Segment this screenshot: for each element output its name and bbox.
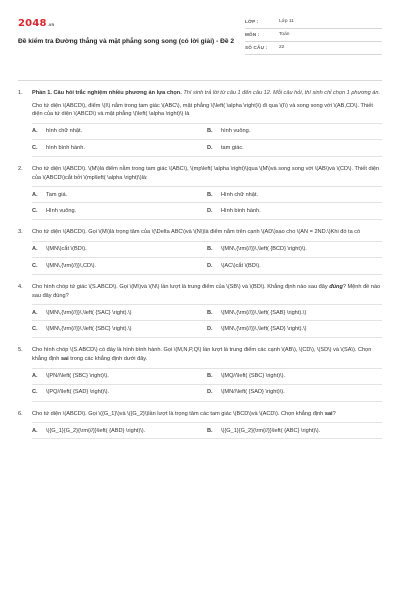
option-text: Hình vuông. [46,208,77,215]
option-letter: A. [32,372,38,379]
option-row [32,321,382,338]
question-body [32,89,382,157]
option-c[interactable] [32,325,207,333]
option-letter: B. [207,191,213,198]
option-c[interactable] [32,207,207,215]
question-body [32,283,382,338]
question-body [32,228,382,275]
option-text: \({G_1}{G_2}{\rm{//}}\left( {ABC} \right)\). [221,427,321,434]
question-2 [18,165,382,220]
option-text: \({G_1}{G_2}{\rm{//}}\left( {ABD} \right)\). [46,427,146,434]
answer-options [32,304,382,338]
question-3 [18,228,382,275]
part-title: Phần 1. Câu hỏi trắc nghiệm nhiều phương án lựa chọn. [32,90,182,96]
option-row [32,368,382,385]
option-b[interactable] [207,427,382,435]
meta-label: LỚP : [245,18,259,24]
option-letter: B. [207,246,213,253]
option-a[interactable] [32,127,207,135]
site-logo[interactable] [18,16,245,31]
question-text-before: Cho hình chóp \(S.ABCD\) có đáy là hình bình hành. Gọi \(M,N,P,Q\) lần lượt là trung điểm các cạnh \(AB\), \(CD\), \(SD\) và \(SA\). Chọn khẳng định [32,347,372,362]
option-letter: C. [32,389,38,396]
option-row [32,258,382,275]
logo-sub-text: .vn [47,22,55,27]
option-row [32,422,382,439]
question-text-before: Cho hình chóp tứ giác \(S.ABCD\). Gọi \(M\)và \(N\) lần lượt là trung điểm của \(SB\) và \(BD\). Khẳng định nào sau đây [32,283,330,290]
question-emphasis: sai [324,410,333,417]
question-text-after: ? [332,410,336,417]
option-row [32,140,382,157]
option-letter: D. [207,326,213,333]
option-b[interactable] [207,309,382,317]
option-a[interactable] [32,245,207,253]
question-number: 2. [18,165,23,172]
option-letter: B. [207,309,213,316]
answer-options [32,186,382,220]
question-body [32,165,382,220]
option-b[interactable] [207,245,382,253]
option-text: \(MN\,{\rm{//}}\,CD\). [46,262,97,269]
option-letter: B. [207,128,213,135]
option-text: \(MN\)cắt \(BD\). [46,246,87,253]
option-text: hình bình hành. [46,144,85,151]
option-row [32,241,382,258]
question-text: Cho tứ diện \(ABCD\), điểm \(I\) nằm trong tam giác \(ABC\), mặt phẳng \(\left( \alpha \right)\) đi qua \(I\) và song song với \(AB,CD\). Thiết diện của tứ diện \(ABCD\) và mặt phẳng \(\left( \alpha \right)\) là [32,102,373,118]
document-meta-table [245,16,382,55]
answer-options [32,368,382,402]
question-text-after: trong các khẳng định dưới đây. [68,355,148,362]
option-row [32,203,382,220]
option-text: \(MN\,{\rm{//}}\,\left( {BCD} \right)\). [221,246,307,253]
option-text: hình chữ nhật. [46,128,83,135]
option-text: Tam giá. [46,191,68,198]
option-letter: D. [207,262,213,269]
option-letter: A. [32,427,38,434]
option-c[interactable] [32,144,207,152]
option-text: \(PN//\left( {SBC} \right)\). [46,372,109,379]
option-text: \(MN\,{\rm{//}}\,\left( {SAC} \right).\) [46,309,132,316]
question-number: 5. [18,347,23,354]
option-d[interactable] [207,207,382,215]
option-text: \(PQ//\left( {SAD} \right)\). [46,389,110,396]
answer-options [32,241,382,275]
option-b[interactable] [207,372,382,380]
meta-value: 22 [279,45,285,51]
question-text [32,346,382,363]
question-text [32,283,382,300]
question-body [32,346,382,401]
question-number: 1. [18,90,23,96]
option-row [32,123,382,140]
option-letter: A. [32,246,38,253]
question-text [32,410,382,419]
option-text: Hình chữ nhật. [221,191,259,198]
option-letter: D. [207,144,213,151]
option-letter: B. [207,427,213,434]
document-header [18,16,382,74]
logo-main-text: 2048 [18,18,47,29]
option-d[interactable] [207,388,382,396]
question-body [32,410,382,440]
option-text: \(MN\,{\rm{//}}\,\left( {SAD} \right).\) [221,326,307,333]
option-b[interactable] [207,127,382,135]
question-text: Cho tứ diện \(ABCD\). \(M\)là điểm nằm trong tam giác \(ABC\), \(mp\left( \alpha \right)\)qua \(M\)và song song với \(AB\)và \(CD\). Thiết diện của \(ABCD\)cắt bởi \(mp\left( \alpha \right)\)là: [32,165,380,181]
meta-value: Lớp 11 [279,19,294,25]
option-letter: D. [207,389,213,396]
part-instructions [32,89,382,98]
option-letter: C. [32,262,38,269]
option-a[interactable] [32,191,207,199]
option-letter: B. [207,372,213,379]
question-emphasis: đúng [329,283,343,290]
option-c[interactable] [32,262,207,270]
option-d[interactable] [207,325,382,333]
question-emphasis: sai [60,355,69,362]
option-letter: C. [32,208,38,215]
meta-row-subject [245,29,382,42]
option-d[interactable] [207,262,382,270]
header-left [18,16,245,47]
meta-row-class [245,16,382,29]
option-text: \(MN//\left( {SAD} \right)\). [221,389,285,396]
part-note: Thí sinh trả lời từ câu 1 đến câu 12. Mỗi câu hỏi, thí sinh chỉ chọn 1 phương án. [183,90,381,96]
answer-options [32,123,382,157]
question-6 [18,410,382,440]
option-text: hình vuông. [221,128,251,135]
option-letter: A. [32,309,38,316]
option-letter: C. [32,144,38,151]
option-row [32,186,382,203]
option-row [32,385,382,402]
question-1 [18,89,382,157]
meta-label: MÔN : [245,31,260,37]
document-title: Đề kiểm tra Đường thẳng và mặt phẳng song song (có lời giải) - Đề 2 [18,38,235,45]
meta-row-question-count [245,42,382,55]
question-number: 4. [18,283,23,290]
option-letter: C. [32,326,38,333]
option-a[interactable] [32,309,207,317]
option-text: \(MQ//\left( {SBC} \right)\). [221,372,286,379]
question-text: Cho tứ diện \(ABCD\). Gọi \(M\)là trọng tâm của \(\Delta ABC\)và \(N\)là điểm nằm trên cạnh \(AD\)sao cho \(AN = 2ND.\)Khi đó ta có [32,229,361,236]
option-row [32,304,382,321]
option-text: \(MN\,{\rm{//}}\,\left( {SAB} \right).\) [221,309,307,316]
header-divider [18,80,382,81]
option-c[interactable] [32,388,207,396]
option-text: tam giác. [221,144,244,151]
question-4 [18,283,382,338]
answer-options [32,422,382,439]
question-text-after: ? Mệnh đề nào sau đây đúng? [32,283,381,299]
option-a[interactable] [32,427,207,435]
option-letter: A. [32,128,38,135]
question-number: 3. [18,229,23,236]
option-b[interactable] [207,191,382,199]
question-text-before: Cho tứ diện \(ABCD\). Gọi \({G_1}\)và \({G_2}\)lần lượt là trọng tâm các tam giác \(BCD\)và \(ACD\). Chọn khẳng định [32,410,325,417]
meta-value: Toán [279,32,290,38]
option-a[interactable] [32,372,207,380]
option-letter: D. [207,208,213,215]
meta-label: SỐ CÂU : [245,44,268,50]
question-5 [18,346,382,401]
option-letter: A. [32,191,38,198]
option-text: \(AC\)cắt \(BD\). [221,262,261,269]
option-d[interactable] [207,144,382,152]
option-text: \(MN\,{\rm{//}}\,\left( {SBC} \right).\) [46,326,132,333]
option-text: Hình bình hành. [221,208,261,215]
question-number: 6. [18,410,23,417]
